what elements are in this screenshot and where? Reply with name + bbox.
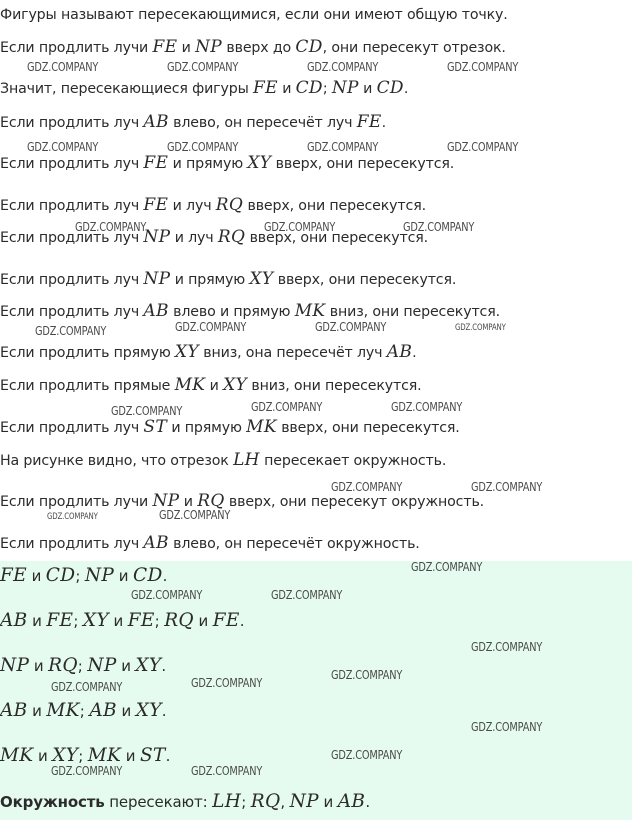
math-symbol: CD	[295, 37, 323, 57]
math-symbol: CD	[133, 565, 163, 586]
math-symbol: FE	[143, 153, 169, 173]
watermark: GDZ.COMPANY	[403, 219, 475, 234]
math-symbol: XY	[135, 655, 162, 676]
watermark: GDZ.COMPANY	[131, 587, 203, 602]
watermark: GDZ.COMPANY	[264, 219, 336, 234]
math-symbol: RQ	[250, 791, 281, 812]
math-symbol: NP	[289, 791, 319, 812]
math-symbol: MK	[0, 745, 34, 766]
math-symbol: RQ	[217, 227, 246, 247]
text-line: Если продлить лучи FE и NP вверх до CD, они пересекут отрезок.	[0, 37, 506, 57]
watermark: GDZ.COMPANY	[307, 139, 379, 154]
math-symbol: ST	[139, 745, 166, 766]
math-symbol: FE	[46, 610, 74, 631]
math-symbol: XY	[82, 610, 109, 631]
watermark: GDZ.COMPANY	[447, 139, 519, 154]
math-symbol: AB	[143, 533, 169, 553]
math-symbol: NP	[87, 655, 117, 676]
math-symbol: AB	[337, 791, 366, 812]
math-symbol: MK	[246, 417, 277, 437]
watermark: GDZ.COMPANY	[251, 399, 323, 414]
answer-line: AB и MK; AB и XY.	[0, 700, 167, 721]
watermark: GDZ.COMPANY	[411, 559, 483, 574]
math-symbol: AB	[386, 342, 413, 362]
bold-text: Окружность	[0, 793, 105, 811]
watermark: GDZ.COMPANY	[191, 763, 263, 778]
text-line: Если продлить луч NP и луч RQ вверх, они пересекутся.	[0, 227, 429, 247]
watermark: GDZ.COMPANY	[271, 587, 343, 602]
math-symbol: MK	[87, 745, 122, 766]
watermark: GDZ.COMPANY	[391, 399, 463, 414]
watermark: GDZ.COMPANY	[27, 59, 99, 74]
text-line: Если продлить прямые MK и XY вниз, они пересекутся.	[0, 375, 422, 395]
watermark: GDZ.COMPANY	[51, 763, 123, 778]
math-symbol: MK	[174, 375, 206, 395]
text-line: Если продлить луч FE и луч RQ вверх, они пересекутся.	[0, 195, 426, 215]
math-symbol: NP	[84, 565, 115, 586]
text-line: Если продлить луч NP и прямую XY вверх, они пересекутся.	[0, 269, 457, 289]
text-line: Если продлить луч AB влево, он пересечёт луч FE.	[0, 112, 386, 132]
math-symbol: AB	[0, 610, 28, 631]
math-symbol: MK	[46, 700, 80, 721]
watermark: GDZ.COMPANY	[35, 323, 107, 338]
watermark: GDZ.COMPANY	[471, 719, 543, 734]
watermark: GDZ.COMPANY	[47, 512, 98, 522]
text-line: Значит, пересекающиеся фигуры FE и CD; NP и CD.	[0, 78, 409, 98]
math-symbol: AB	[0, 700, 28, 721]
math-symbol: FE	[253, 78, 278, 98]
math-symbol: CD	[295, 78, 323, 98]
math-symbol: RQ	[48, 655, 78, 676]
math-symbol: RQ	[215, 195, 244, 215]
answer-line: Окружность пересекают: LH; RQ, NP и AB.	[0, 791, 370, 812]
watermark: GDZ.COMPANY	[111, 403, 183, 418]
text-line: Фигуры называют пересекающимися, если они имеют общую точку.	[0, 7, 508, 23]
answer-line: FE и CD; NP и CD.	[0, 565, 168, 586]
watermark: GDZ.COMPANY	[75, 219, 147, 234]
math-symbol: LH	[212, 791, 242, 812]
math-symbol: XY	[223, 375, 248, 395]
text-line: Если продлить луч AB влево, он пересечёт окружность.	[0, 533, 420, 553]
math-symbol: FE	[143, 195, 169, 215]
math-symbol: NP	[152, 491, 180, 511]
answer-line: AB и FE; XY и FE; RQ и FE.	[0, 610, 245, 631]
watermark: GDZ.COMPANY	[331, 667, 403, 682]
watermark: GDZ.COMPANY	[447, 59, 519, 74]
watermark: GDZ.COMPANY	[471, 639, 543, 654]
math-symbol: RQ	[164, 610, 194, 631]
math-symbol: AB	[143, 301, 169, 321]
answer-line: MK и XY; MK и ST.	[0, 745, 171, 766]
math-symbol: FE	[0, 565, 27, 586]
answer-line: NP и RQ; NP и XY.	[0, 655, 167, 676]
watermark: GDZ.COMPANY	[471, 479, 543, 494]
math-symbol: NP	[0, 655, 30, 676]
watermark: GDZ.COMPANY	[159, 507, 231, 522]
watermark: GDZ.COMPANY	[307, 59, 379, 74]
math-symbol: XY	[174, 342, 199, 362]
math-symbol: XY	[247, 153, 272, 173]
math-symbol: FE	[127, 610, 155, 631]
watermark: GDZ.COMPANY	[191, 675, 263, 690]
math-symbol: MK	[294, 301, 326, 321]
math-symbol: CD	[376, 78, 404, 98]
math-symbol: AB	[89, 700, 117, 721]
text-line: Если продлить луч FE и прямую XY вверх, они пересекутся.	[0, 153, 455, 173]
math-symbol: NP	[143, 227, 171, 247]
math-symbol: NP	[143, 269, 171, 289]
watermark: GDZ.COMPANY	[167, 139, 239, 154]
watermark: GDZ.COMPANY	[331, 479, 403, 494]
math-symbol: FE	[356, 112, 382, 132]
math-symbol: AB	[143, 112, 169, 132]
math-symbol: FE	[152, 37, 178, 57]
math-symbol: NP	[195, 37, 223, 57]
watermark: GDZ.COMPANY	[315, 319, 387, 334]
text-line: Если продлить лучи NP и RQ вверх, они пересекут окружность.	[0, 491, 485, 511]
watermark: GDZ.COMPANY	[331, 747, 403, 762]
math-symbol: FE	[212, 610, 240, 631]
math-symbol: XY	[249, 269, 274, 289]
watermark: GDZ.COMPANY	[455, 323, 506, 333]
text-line: Если продлить луч ST и прямую MK вверх, они пересекутся.	[0, 417, 460, 437]
math-symbol: CD	[45, 565, 76, 586]
math-symbol: XY	[52, 745, 79, 766]
math-symbol: NP	[331, 78, 359, 98]
watermark: GDZ.COMPANY	[27, 139, 99, 154]
math-symbol: XY	[135, 700, 162, 721]
text-line: На рисунке видно, что отрезок LH пересекает окружность.	[0, 450, 447, 470]
math-symbol: RQ	[197, 491, 225, 511]
watermark: GDZ.COMPANY	[51, 679, 123, 694]
watermark: GDZ.COMPANY	[167, 59, 239, 74]
math-symbol: LH	[233, 450, 260, 470]
math-symbol: ST	[143, 417, 168, 437]
text-line: Если продлить луч AB влево и прямую MK вниз, они пересекутся.	[0, 301, 500, 321]
text-line: Если продлить прямую XY вниз, она пересечёт луч AB.	[0, 342, 417, 362]
watermark: GDZ.COMPANY	[175, 319, 247, 334]
